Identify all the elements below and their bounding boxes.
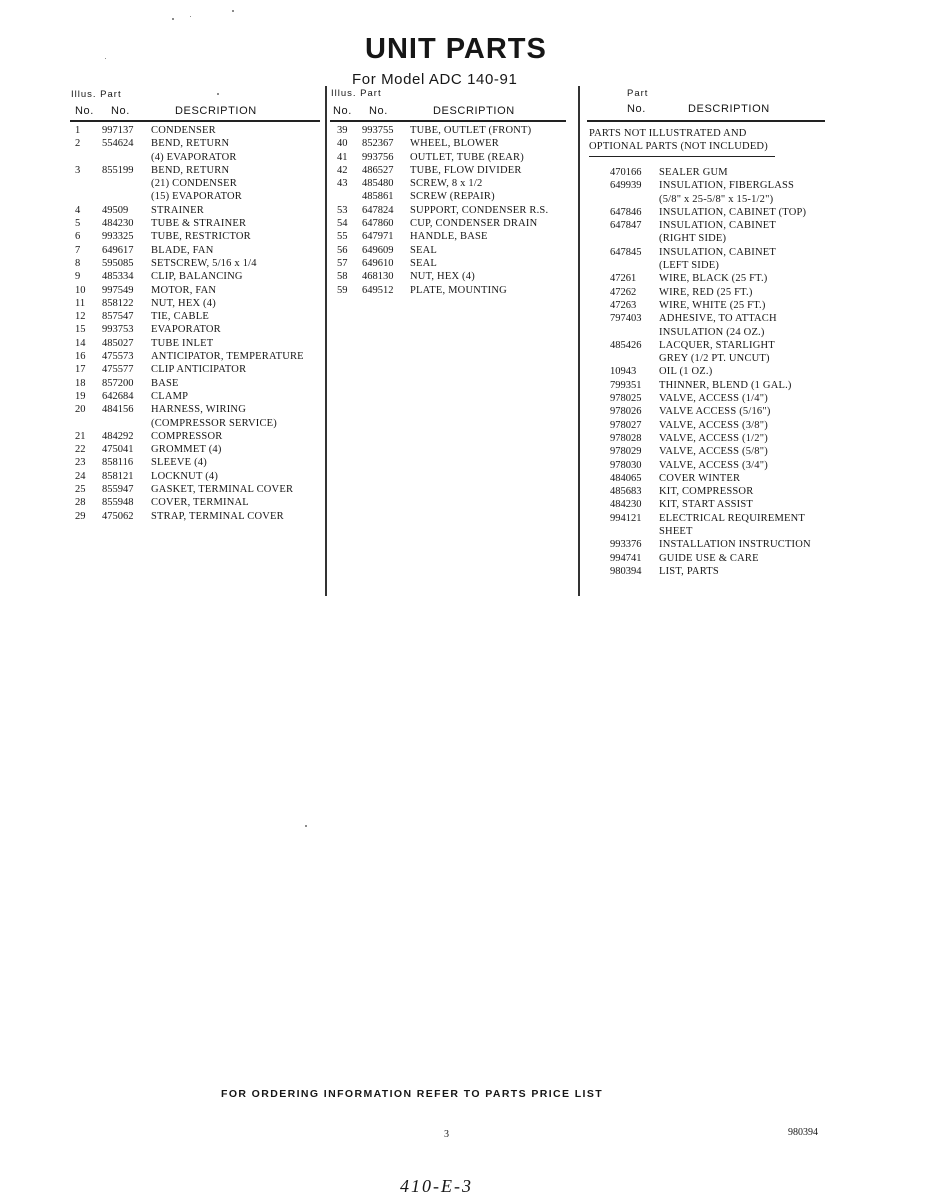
illus-number: 42: [337, 164, 348, 176]
part-row: [334, 137, 570, 150]
illus-number: 8: [75, 257, 81, 269]
part-row: [72, 323, 324, 336]
illus-number: 19: [75, 390, 86, 402]
part-row: [72, 177, 324, 190]
part-number: 858121: [102, 470, 134, 482]
part-number: 647845: [610, 246, 642, 258]
scan-speck: [305, 825, 307, 827]
part-row: [72, 510, 324, 523]
part-row: [610, 565, 840, 578]
illus-number: 20: [75, 404, 86, 416]
part-row: [610, 299, 840, 312]
part-number: 852367: [362, 138, 394, 150]
part-number: 799351: [610, 379, 642, 391]
part-row: [72, 190, 324, 203]
part-description: VALVE, ACCESS (1/4"): [659, 393, 768, 405]
part-description: BASE: [151, 377, 179, 389]
middle-header-illus-part: Illus. Part: [331, 88, 382, 99]
part-description: NUT, HEX (4): [410, 271, 475, 283]
right-header-description: DESCRIPTION: [688, 103, 770, 115]
model-subtitle: For Model ADC 140-91: [352, 71, 518, 88]
part-number: 484065: [610, 472, 642, 484]
part-description: GASKET, TERMINAL COVER: [151, 484, 294, 496]
part-row: [72, 337, 324, 350]
illus-number: 15: [75, 324, 86, 336]
part-row: [610, 272, 840, 285]
part-number: 993325: [102, 231, 134, 243]
part-number: 857200: [102, 377, 134, 389]
part-description: (21) CONDENSER: [151, 178, 237, 190]
part-row: [72, 217, 324, 230]
part-description: WIRE, RED (25 FT.): [659, 286, 753, 298]
part-number: 484292: [102, 430, 134, 442]
part-description: VALVE, ACCESS (1/2"): [659, 432, 768, 444]
ordering-info-footer: FOR ORDERING INFORMATION REFER TO PARTS PRICE LIST: [221, 1088, 604, 1100]
part-row: [610, 419, 840, 432]
part-number: 47262: [610, 286, 637, 298]
part-description: TUBE, FLOW DIVIDER: [410, 164, 522, 176]
part-row: [610, 552, 840, 565]
part-row: [334, 257, 570, 270]
part-description: MOTOR, FAN: [151, 284, 217, 296]
part-row: [72, 390, 324, 403]
part-description: BEND, RETURN: [151, 138, 230, 150]
page-number: 3: [444, 1129, 449, 1140]
handwritten-note: 410-E-3: [400, 1176, 473, 1196]
right-header-rule: [587, 120, 825, 122]
part-description: THINNER, BLEND (1 GAL.): [659, 379, 792, 391]
part-row: [72, 470, 324, 483]
part-description: SCREW, 8 x 1/2: [410, 178, 483, 190]
part-description: LOCKNUT (4): [151, 470, 219, 482]
page-title: UNIT PARTS: [365, 33, 547, 65]
illus-number: 9: [75, 271, 81, 283]
scan-speck: [217, 93, 219, 95]
illus-number: 24: [75, 470, 86, 482]
part-number: 647824: [362, 204, 394, 216]
part-description: SLEEVE (4): [151, 457, 207, 469]
part-number: 857547: [102, 311, 134, 323]
part-description: BLADE, FAN: [151, 244, 214, 256]
part-description: (5/8" x 25-5/8" x 15-1/2"): [659, 193, 774, 205]
part-description: COVER WINTER: [659, 472, 741, 484]
part-row: [334, 270, 570, 283]
middle-header-description: DESCRIPTION: [433, 105, 515, 117]
part-row: [610, 232, 840, 245]
part-number: 475577: [102, 364, 134, 376]
part-row: [72, 456, 324, 469]
part-description: (4) EVAPORATOR: [151, 151, 237, 163]
note-line-1: PARTS NOT ILLUSTRATED AND: [589, 128, 747, 139]
part-row: [72, 204, 324, 217]
left-header-part-no: No.: [111, 105, 130, 117]
part-row: [72, 483, 324, 496]
part-row: [610, 365, 840, 378]
part-row: [72, 417, 324, 430]
note-rule: [589, 156, 775, 157]
part-description: SHEET: [659, 526, 693, 538]
part-row: [72, 151, 324, 164]
part-row: [334, 230, 570, 243]
part-row: [610, 538, 840, 551]
middle-parts-list: [334, 124, 570, 297]
part-number: 978025: [610, 393, 642, 405]
part-number: 858122: [102, 297, 134, 309]
part-row: [610, 512, 840, 525]
part-description: SCREW (REPAIR): [410, 191, 495, 203]
part-description: VALVE, ACCESS (5/8"): [659, 446, 768, 458]
column-divider: [325, 86, 327, 596]
part-description: TUBE, OUTLET (FRONT): [410, 125, 532, 136]
part-row: [72, 137, 324, 150]
illus-number: 18: [75, 377, 86, 389]
part-row: [72, 377, 324, 390]
part-description: WIRE, BLACK (25 FT.): [659, 273, 768, 285]
part-description: WHEEL, BLOWER: [410, 138, 499, 150]
part-description: COMPRESSOR: [151, 430, 223, 442]
part-number: 993755: [362, 125, 394, 136]
part-description: (RIGHT SIDE): [659, 233, 727, 245]
part-number: 855948: [102, 497, 134, 509]
part-row: [72, 164, 324, 177]
note-line-2: OPTIONAL PARTS (NOT INCLUDED): [589, 141, 768, 153]
illus-number: 41: [337, 151, 348, 163]
part-description: STRAP, TERMINAL COVER: [151, 510, 284, 522]
document-number: 980394: [788, 1127, 818, 1138]
illus-number: 16: [75, 351, 86, 363]
left-header-illus-no: No.: [75, 105, 94, 117]
part-number: 649617: [102, 244, 134, 256]
part-description: CLIP ANTICIPATOR: [151, 364, 247, 376]
illus-number: 23: [75, 457, 86, 469]
part-number: 993753: [102, 324, 134, 336]
part-number: 978027: [610, 419, 642, 431]
illus-number: 17: [75, 364, 86, 376]
part-description: HANDLE, BASE: [410, 231, 488, 243]
part-description: CLIP, BALANCING: [151, 271, 243, 283]
part-description: INSULATION (24 OZ.): [659, 326, 765, 338]
illus-number: 39: [337, 125, 348, 136]
part-number: 997549: [102, 284, 134, 296]
illus-number: 58: [337, 271, 348, 283]
part-description: LIST, PARTS: [659, 565, 719, 577]
scan-speck: [172, 18, 174, 20]
part-row: [334, 164, 570, 177]
part-row: [72, 496, 324, 509]
illus-number: 6: [75, 231, 81, 243]
part-number: 647847: [610, 220, 642, 232]
part-description: SEAL: [410, 257, 438, 269]
part-description: CUP, CONDENSER DRAIN: [410, 218, 538, 230]
part-number: 468130: [362, 271, 394, 283]
part-description: PLATE, MOUNTING: [410, 284, 507, 296]
part-number: 855947: [102, 484, 134, 496]
part-number: 980394: [610, 565, 642, 577]
column-divider: [578, 86, 580, 596]
left-header-description: DESCRIPTION: [175, 105, 257, 117]
right-header-part: Part: [627, 88, 649, 99]
part-row: [72, 403, 324, 416]
illus-number: 28: [75, 497, 86, 509]
illus-number: 14: [75, 337, 86, 349]
part-number: 486527: [362, 164, 394, 176]
part-row: [72, 310, 324, 323]
part-number: 10943: [610, 366, 637, 378]
scan-speck: [190, 16, 191, 17]
part-row: [72, 297, 324, 310]
part-row: [610, 193, 840, 206]
part-number: 993756: [362, 151, 394, 163]
part-description: SETSCREW, 5/16 x 1/4: [151, 257, 257, 269]
part-description: GROMMET (4): [151, 444, 222, 456]
part-description: VALVE, ACCESS (3/4"): [659, 459, 768, 471]
part-number: 855199: [102, 164, 134, 176]
illus-number: 3: [75, 164, 81, 176]
part-number: 49509: [102, 204, 129, 216]
part-number: 554624: [102, 138, 134, 150]
part-number: 649610: [362, 257, 394, 269]
illus-number: 54: [337, 218, 348, 230]
part-number: 47263: [610, 299, 637, 311]
part-description: TIE, CABLE: [151, 311, 209, 323]
illus-number: 57: [337, 257, 348, 269]
part-description: INSULATION, FIBERGLASS: [659, 180, 795, 192]
part-number: 485683: [610, 486, 642, 498]
part-row: [72, 244, 324, 257]
part-description: TUBE & STRAINER: [151, 218, 247, 230]
part-row: [610, 392, 840, 405]
part-number: 485334: [102, 271, 134, 283]
part-row: [72, 257, 324, 270]
part-description: ANTICIPATOR, TEMPERATURE: [151, 351, 304, 363]
part-description: BEND, RETURN: [151, 164, 230, 176]
part-number: 993376: [610, 539, 642, 551]
illus-number: 56: [337, 244, 348, 256]
part-row: [610, 166, 840, 179]
part-description: ADHESIVE, TO ATTACH: [659, 313, 777, 325]
part-row: [72, 124, 324, 137]
part-row: [334, 244, 570, 257]
illus-number: 11: [75, 297, 86, 309]
part-number: 470166: [610, 167, 642, 178]
part-description: (15) EVAPORATOR: [151, 191, 242, 203]
part-row: [610, 312, 840, 325]
part-description: SEALER GUM: [659, 167, 728, 178]
part-description: NUT, HEX (4): [151, 297, 216, 309]
part-description: STRAINER: [151, 204, 204, 216]
part-description: CLAMP: [151, 390, 189, 402]
part-number: 647971: [362, 231, 394, 243]
part-row: [334, 151, 570, 164]
part-number: 485480: [362, 178, 394, 190]
part-row: [610, 472, 840, 485]
part-row: [610, 246, 840, 259]
part-number: 485027: [102, 337, 134, 349]
right-header-part-no: No.: [627, 103, 646, 115]
part-description: HARNESS, WIRING: [151, 404, 246, 416]
part-row: [610, 286, 840, 299]
part-number: 858116: [102, 457, 134, 469]
left-parts-list: [72, 124, 324, 523]
part-row: [610, 459, 840, 472]
part-row: [610, 326, 840, 339]
scan-speck: [105, 58, 106, 59]
part-number: 997137: [102, 125, 134, 136]
part-row: [72, 443, 324, 456]
part-number: 485861: [362, 191, 394, 203]
illus-number: 10: [75, 284, 86, 296]
illus-number: 55: [337, 231, 348, 243]
part-row: [334, 177, 570, 190]
illus-number: 1: [75, 125, 81, 136]
part-description: (COMPRESSOR SERVICE): [151, 417, 277, 429]
left-header-illus-part: Illus. Part: [71, 89, 122, 100]
illus-number: 53: [337, 204, 348, 216]
parts-not-illustrated-note: [589, 127, 768, 154]
part-row: [72, 350, 324, 363]
illus-number: 25: [75, 484, 86, 496]
illus-number: 5: [75, 218, 81, 230]
part-description: OIL (1 OZ.): [659, 366, 713, 378]
part-number: 485426: [610, 339, 642, 351]
part-description: VALVE ACCESS (5/16"): [659, 406, 771, 418]
illus-number: 40: [337, 138, 348, 150]
part-row: [610, 339, 840, 352]
part-description: INSULATION, CABINET (TOP): [659, 206, 807, 218]
part-description: SUPPORT, CONDENSER R.S.: [410, 204, 549, 216]
illus-number: 7: [75, 244, 81, 256]
illus-number: 59: [337, 284, 348, 296]
part-row: [334, 124, 570, 137]
right-parts-list: [610, 166, 840, 578]
part-number: 647860: [362, 218, 394, 230]
part-row: [610, 485, 840, 498]
part-number: 47261: [610, 273, 637, 285]
part-number: 475041: [102, 444, 134, 456]
part-number: 475573: [102, 351, 134, 363]
part-number: 484156: [102, 404, 134, 416]
part-number: 642684: [102, 390, 134, 402]
illus-number: 43: [337, 178, 348, 190]
part-row: [610, 498, 840, 511]
part-description: GUIDE USE & CARE: [659, 552, 759, 564]
part-row: [72, 363, 324, 376]
part-row: [72, 230, 324, 243]
middle-header-illus-no: No.: [333, 105, 352, 117]
part-row: [610, 352, 840, 365]
part-row: [334, 284, 570, 297]
part-description: KIT, START ASSIST: [659, 499, 754, 511]
part-number: 595085: [102, 257, 134, 269]
left-header-rule: [70, 120, 320, 122]
illus-number: 22: [75, 444, 86, 456]
illus-number: 4: [75, 204, 81, 216]
illus-number: 12: [75, 311, 86, 323]
part-number: 994121: [610, 512, 642, 524]
scan-speck: [232, 10, 234, 12]
part-description: ELECTRICAL REQUIREMENT: [659, 512, 806, 524]
part-number: 978029: [610, 446, 642, 458]
part-description: TUBE, RESTRICTOR: [151, 231, 251, 243]
part-row: [610, 206, 840, 219]
part-number: 649939: [610, 180, 642, 192]
part-description: WIRE, WHITE (25 FT.): [659, 299, 766, 311]
part-row: [610, 379, 840, 392]
part-row: [610, 259, 840, 272]
part-number: 649512: [362, 284, 394, 296]
part-row: [610, 525, 840, 538]
part-description: OUTLET, TUBE (REAR): [410, 151, 524, 163]
part-description: INSULATION, CABINET: [659, 246, 776, 258]
part-row: [610, 445, 840, 458]
part-number: 647846: [610, 206, 642, 218]
middle-header-rule: [330, 120, 566, 122]
part-description: SEAL: [410, 244, 438, 256]
part-description: KIT, COMPRESSOR: [659, 486, 754, 498]
part-row: [610, 179, 840, 192]
part-description: (LEFT SIDE): [659, 260, 720, 272]
part-number: 475062: [102, 510, 134, 522]
part-description: CONDENSER: [151, 125, 216, 136]
part-number: 484230: [610, 499, 642, 511]
part-number: 994741: [610, 552, 642, 564]
part-row: [610, 432, 840, 445]
part-description: EVAPORATOR: [151, 324, 221, 336]
part-description: GREY (1/2 PT. UNCUT): [659, 353, 770, 365]
part-description: INSTALLATION INSTRUCTION: [659, 539, 811, 551]
part-description: LACQUER, STARLIGHT: [659, 339, 775, 351]
part-row: [72, 430, 324, 443]
part-number: 978030: [610, 459, 642, 471]
part-number: 978026: [610, 406, 642, 418]
part-description: COVER, TERMINAL: [151, 497, 249, 509]
illus-number: 21: [75, 430, 86, 442]
part-row: [610, 219, 840, 232]
part-row: [334, 217, 570, 230]
part-row: [610, 405, 840, 418]
part-row: [72, 284, 324, 297]
part-description: INSULATION, CABINET: [659, 220, 776, 232]
part-description: TUBE INLET: [151, 337, 214, 349]
part-number: 649609: [362, 244, 394, 256]
part-row: [334, 204, 570, 217]
part-description: VALVE, ACCESS (3/8"): [659, 419, 768, 431]
part-row: [334, 190, 570, 203]
part-row: [72, 270, 324, 283]
illus-number: 29: [75, 510, 86, 522]
part-number: 484230: [102, 218, 134, 230]
part-number: 797403: [610, 313, 642, 325]
part-number: 978028: [610, 432, 642, 444]
middle-header-part-no: No.: [369, 105, 388, 117]
illus-number: 2: [75, 138, 81, 150]
